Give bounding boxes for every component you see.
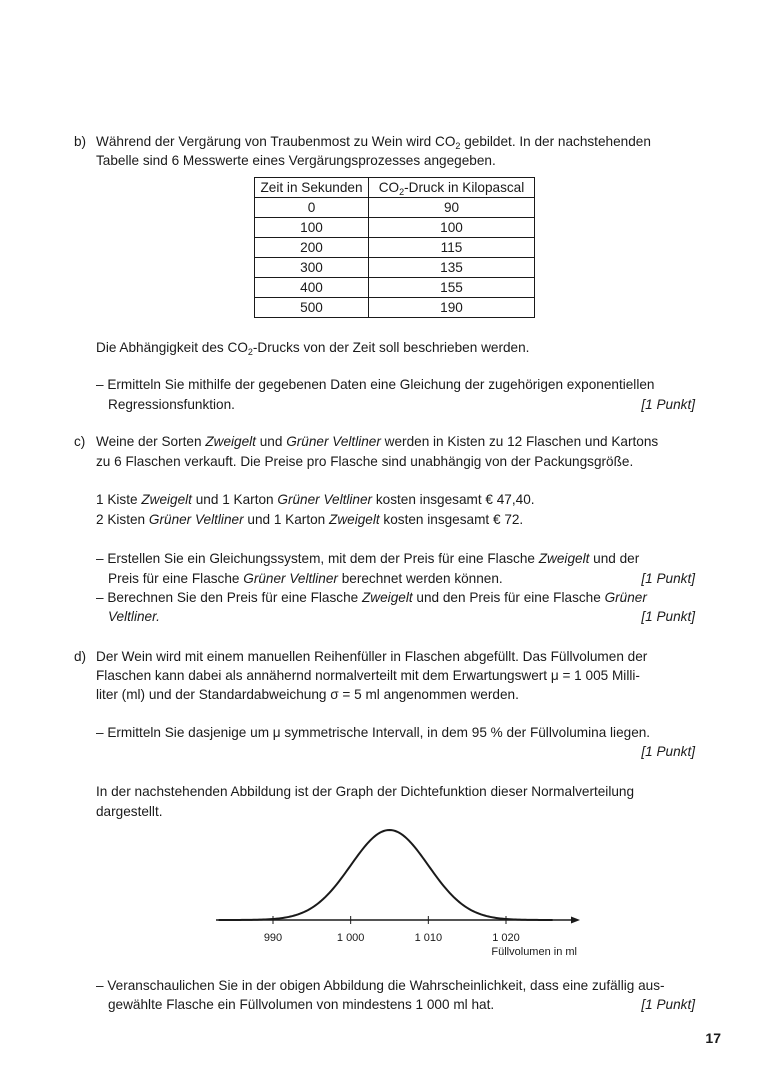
pressure-cell: 115 <box>369 238 535 258</box>
time-cell: 100 <box>255 218 369 238</box>
text: 2 Kisten <box>96 512 149 527</box>
wine-name: Grüner Veltliner <box>277 492 373 507</box>
text: Preis für eine Flasche <box>108 571 244 586</box>
wine-name: Zweigelt <box>141 492 192 507</box>
points-label: [1 Punkt] <box>641 571 695 586</box>
subscript: 2 <box>455 141 461 151</box>
wine-name: Grüner Veltliner <box>243 571 338 586</box>
text: und der <box>589 551 640 566</box>
x-tick-label: 1 010 <box>414 932 443 944</box>
intro-text: gebildet. In der nachstehenden <box>460 134 651 149</box>
part-d-task1-line1: – Ermitteln Sie dasjenige um μ symmetrische Intervall, in dem 95 % der Füllvolumina liegen. <box>96 725 651 740</box>
x-axis-label: Füllvolumen in ml <box>491 946 577 958</box>
points-label: [1 Punkt] <box>641 397 695 412</box>
pressure-cell: 190 <box>369 298 535 318</box>
text: – Berechnen Sie den Preis für eine Flasche <box>96 590 362 605</box>
wine-name: Zweigelt <box>205 434 256 449</box>
text: und den Preis für eine Flasche <box>412 590 605 605</box>
part-d-label: d) <box>74 649 87 664</box>
density-curve <box>219 830 553 920</box>
part-b-task1-line2: Regressionsfunktion. <box>108 397 235 412</box>
time-cell: 400 <box>255 278 369 298</box>
wine-name: Grüner Veltliner <box>286 434 381 449</box>
wine-name: Grüner Veltliner <box>148 512 244 527</box>
points-label: [1 Punkt] <box>641 609 695 624</box>
text: kosten insgesamt € 47,40. <box>372 492 535 507</box>
part-c-label: c) <box>74 434 86 449</box>
dep-text: Die Abhängigkeit des CO <box>96 340 248 355</box>
part-c-intro-line2: zu 6 Flaschen verkauft. Die Preise pro Flasche sind unabhängig von der Packungsgröße. <box>96 454 634 469</box>
part-d-figure-line1: In der nachstehenden Abbildung ist der Graph der Dichtefunktion dieser Normalverteilung <box>96 784 635 799</box>
wine-name: Veltliner. <box>108 609 160 624</box>
text: berechnet werden können. <box>337 571 503 586</box>
header-text: -Druck in Kilopascal <box>404 180 525 195</box>
subscript: 2 <box>247 347 253 357</box>
text: und 1 Karton <box>243 512 330 527</box>
text: kosten insgesamt € 72. <box>379 512 524 527</box>
x-tick-label: 1 020 <box>492 932 520 944</box>
pressure-cell: 90 <box>369 198 535 218</box>
time-cell: 0 <box>255 198 369 218</box>
part-d-figure-line2: dargestellt. <box>96 804 163 819</box>
part-d-task2-line1: – Veranschaulichen Sie in der obigen Abbildung die Wahrscheinlichkeit, dass eine zufällig aus- <box>96 978 665 993</box>
x-tick-label: 990 <box>263 932 283 944</box>
text: und 1 Karton <box>191 492 278 507</box>
pressure-cell: 135 <box>369 258 535 278</box>
text: Weine der Sorten <box>96 434 206 449</box>
time-cell: 500 <box>255 298 369 318</box>
time-cell: 200 <box>255 238 369 258</box>
dep-text: -Drucks von der Zeit soll beschrieben werden. <box>252 340 530 355</box>
table-header-time: Zeit in Sekunden <box>255 178 369 198</box>
wine-name: Zweigelt <box>362 590 413 605</box>
header-text: CO <box>378 180 400 195</box>
points-label: [1 Punkt] <box>641 744 695 759</box>
points-label: [1 Punkt] <box>641 997 695 1012</box>
intro-text: Während der Vergärung von Traubenmost zu Wein wird CO <box>96 134 456 149</box>
wine-name: Zweigelt <box>329 512 380 527</box>
subscript: 2 <box>399 187 405 197</box>
part-d-intro-line3: liter (ml) und der Standardabweichung σ = 5 ml angenommen werden. <box>96 687 519 702</box>
wine-name: Zweigelt <box>538 551 590 566</box>
time-cell: 300 <box>255 258 369 278</box>
pressure-cell: 155 <box>369 278 535 298</box>
text: und <box>255 434 287 449</box>
pressure-cell: 100 <box>369 218 535 238</box>
x-tick-label: 1 000 <box>336 932 365 944</box>
wine-name: Grüner <box>604 590 647 605</box>
part-d-task2-line2: gewählte Flasche ein Füllvolumen von mindestens 1 000 ml hat. <box>108 997 495 1012</box>
part-d-intro-line1: Der Wein wird mit einem manuellen Reihenfüller in Flaschen abgefüllt. Das Füllvolumen der <box>96 649 648 664</box>
part-b-intro-line2: Tabelle sind 6 Messwerte eines Vergärungsprozesses angegeben. <box>96 153 496 168</box>
page-number: 17 <box>705 1030 721 1046</box>
x-axis-arrowhead <box>571 917 580 924</box>
text: 1 Kiste <box>96 492 142 507</box>
part-b-task1-line1: – Ermitteln Sie mithilfe der gegebenen Daten eine Gleichung der zugehörigen exponentiellen <box>96 377 655 392</box>
part-b-label: b) <box>74 134 87 149</box>
text: – Erstellen Sie ein Gleichungssystem, mit dem der Preis für eine Flasche <box>96 551 539 566</box>
text: werden in Kisten zu 12 Flaschen und Kartons <box>380 434 659 449</box>
part-d-intro-line2: Flaschen kann dabei als annähernd normalverteilt mit dem Erwartungswert μ = 1 005 Milli- <box>96 668 640 683</box>
